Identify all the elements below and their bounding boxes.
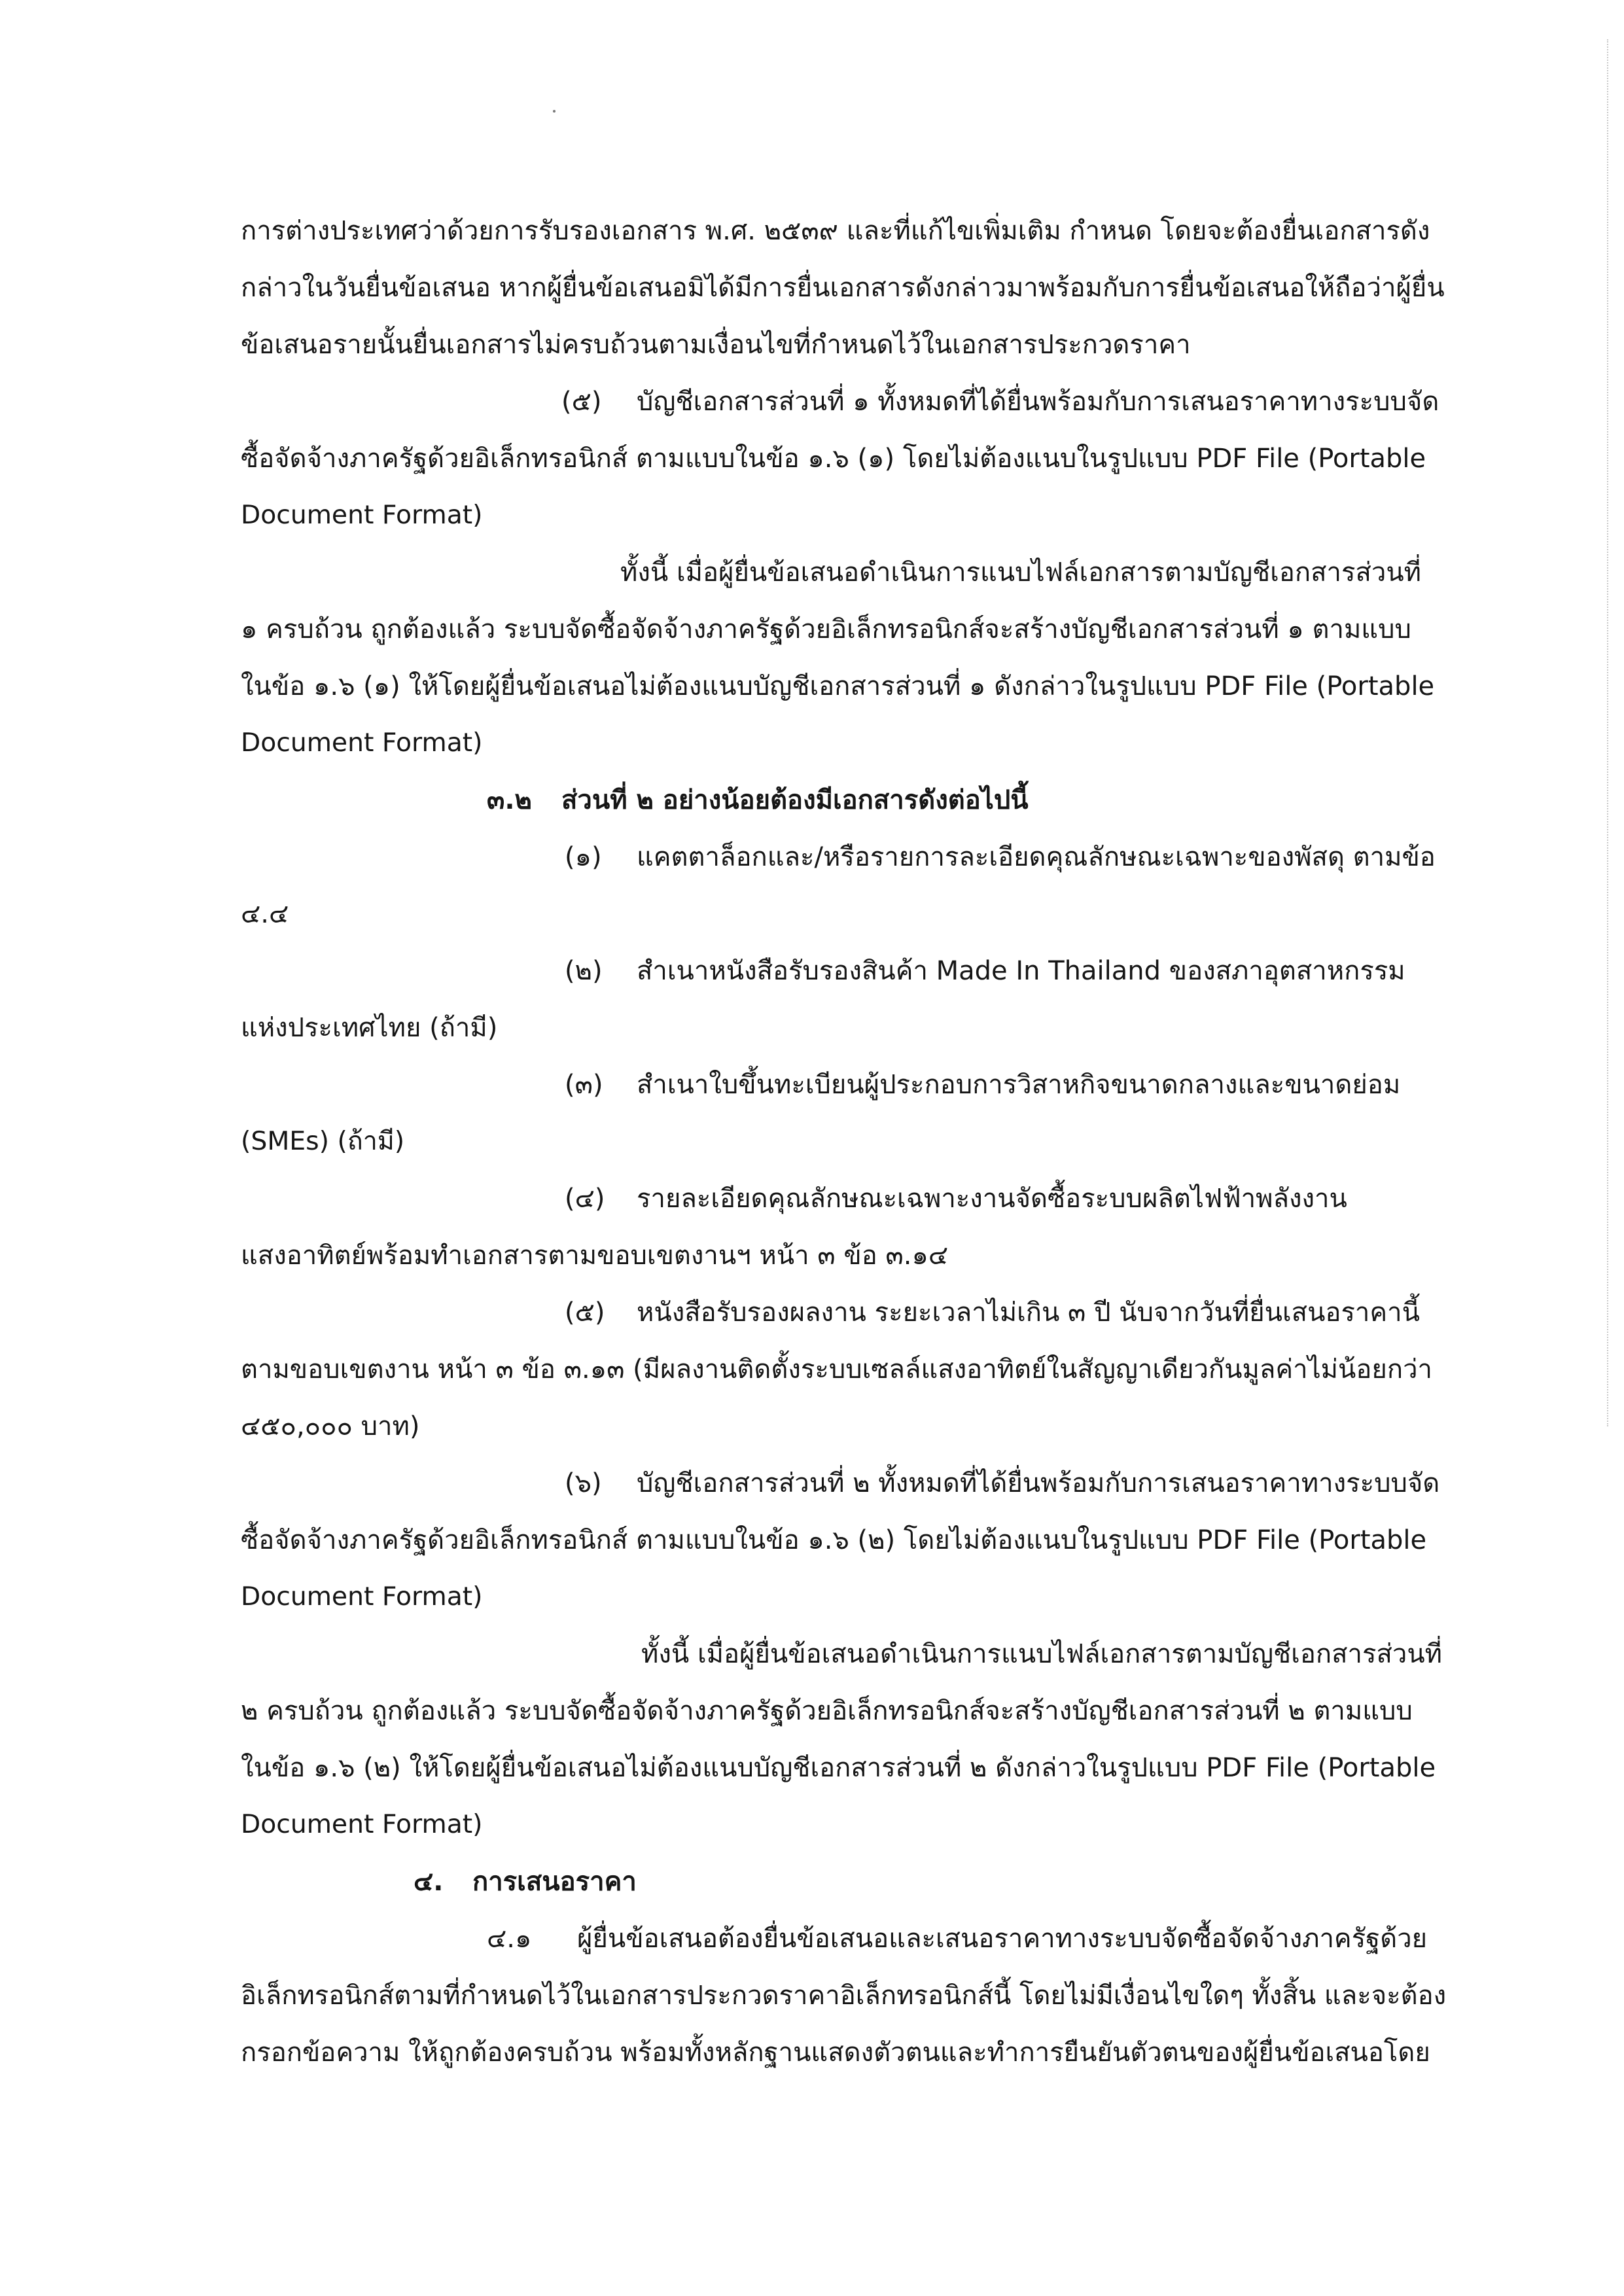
text-line: Document Format) [241, 728, 483, 758]
text-line: Document Format) [241, 1582, 483, 1612]
text-line: แสงอาทิตย์พร้อมทำเอกสารตามขอบเขตงานฯ หน้า ๓ ข้อ ๓.๑๔ [241, 1241, 949, 1271]
text-line: ๔๕๐,๐๐๐ บาท) [241, 1411, 420, 1441]
text-line: ตามขอบเขตงาน หน้า ๓ ข้อ ๓.๑๓ (มีผลงานติดตั้งระบบเซลล์แสงอาทิตย์ในสัญญาเดียวกันมูลค่าไม่น้อยกว่า [241, 1354, 1432, 1385]
text-line: รายละเอียดคุณลักษณะเฉพาะงานจัดซื้อระบบผลิตไฟฟ้าพลังงาน [637, 1184, 1347, 1214]
text-line: ทั้งนี้ เมื่อผู้ยื่นข้อเสนอดำเนินการแนบไฟล์เอกสารตามบัญชีเอกสารส่วนที่ [641, 1639, 1443, 1669]
item-number: (๔) [565, 1184, 605, 1214]
text-line: (SMEs) (ถ้ามี) [241, 1126, 405, 1156]
text-line: บัญชีเอกสารส่วนที่ ๑ ทั้งหมดที่ได้ยื่นพร้อมกับการเสนอราคาทางระบบจัด [637, 387, 1439, 417]
text-line: ในข้อ ๑.๖ (๑) ให้โดยผู้ยื่นข้อเสนอไม่ต้องแนบบัญชีเอกสารส่วนที่ ๑ ดังกล่าวในรูปแบบ PDF File (Portable [241, 671, 1435, 701]
text-line: ข้อเสนอรายนั้นยื่นเอกสารไม่ครบถ้วนตามเงื่อนไขที่กำหนดไว้ในเอกสารประกวดราคา [241, 330, 1191, 360]
section-number: ๔. [414, 1867, 444, 1897]
scan-edge-mark [1607, 39, 1608, 1426]
text-line: แห่งประเทศไทย (ถ้ามี) [241, 1013, 498, 1043]
item-number: (๑) [565, 842, 602, 872]
text-line: สำเนาหนังสือรับรองสินค้า Made In Thailand ของสภาอุตสาหกรรม [637, 956, 1405, 986]
text-line: ผู้ยื่นข้อเสนอต้องยื่นข้อเสนอและเสนอราคาทางระบบจัดซื้อจัดจ้างภาครัฐด้วย [577, 1924, 1428, 1954]
text-line: ซื้อจัดจ้างภาครัฐด้วยอิเล็กทรอนิกส์ ตามแบบในข้อ ๑.๖ (๒) โดยไม่ต้องแนบในรูปแบบ PDF File (Portable [241, 1525, 1427, 1555]
item-number: (๕) [561, 387, 602, 417]
text-line: ซื้อจัดจ้างภาครัฐด้วยอิเล็กทรอนิกส์ ตามแบบในข้อ ๑.๖ (๑) โดยไม่ต้องแนบในรูปแบบ PDF File (Portable [241, 444, 1426, 474]
text-line: Document Format) [241, 1810, 483, 1839]
text-line: บัญชีเอกสารส่วนที่ ๒ ทั้งหมดที่ได้ยื่นพร้อมกับการเสนอราคาทางระบบจัด [637, 1468, 1440, 1498]
text-line: สำเนาใบขึ้นทะเบียนผู้ประกอบการวิสาหกิจขนาดกลางและขนาดย่อม [637, 1070, 1401, 1100]
text-line: แคตตาล็อกและ/หรือรายการละเอียดคุณลักษณะเฉพาะของพัสดุ ตามข้อ [637, 842, 1436, 872]
text-line: ทั้งนี้ เมื่อผู้ยื่นข้อเสนอดำเนินการแนบไฟล์เอกสารตามบัญชีเอกสารส่วนที่ [620, 557, 1422, 588]
text-line: การต่างประเทศว่าด้วยการรับรองเอกสาร พ.ศ. ๒๕๓๙ และที่แก้ไขเพิ่มเติม กำหนด โดยจะต้องยื่นเอกสารดัง [241, 216, 1430, 246]
item-number: (๓) [565, 1070, 603, 1100]
item-number: ๔.๑ [487, 1924, 532, 1954]
item-number: (๖) [565, 1468, 602, 1498]
section-heading: ส่วนที่ ๒ อย่างน้อยต้องมีเอกสารดังต่อไปนี้ [561, 785, 1029, 815]
text-line: กรอกข้อความ ให้ถูกต้องครบถ้วน พร้อมทั้งหลักฐานแสดงตัวตนและทำการยืนยันตัวตนของผู้ยื่นข้อเสนอโดย [241, 2038, 1430, 2068]
section-heading: การเสนอราคา [472, 1867, 637, 1897]
item-number: (๒) [565, 956, 603, 986]
text-line: อิเล็กทรอนิกส์ตามที่กำหนดไว้ในเอกสารประกวดราคาอิเล็กทรอนิกส์นี้ โดยไม่มีเงื่อนไขใดๆ ทั้งสิ้น และจะต้อง [241, 1981, 1447, 2011]
section-number: ๓.๒ [487, 785, 532, 815]
text-line: กล่าวในวันยื่นข้อเสนอ หากผู้ยื่นข้อเสนอมิได้มีการยื่นเอกสารดังกล่าวมาพร้อมกับการยื่นข้อเสนอให้ถือว่าผู้ยื่น [241, 273, 1445, 303]
text-line: หนังสือรับรองผลงาน ระยะเวลาไม่เกิน ๓ ปี นับจากวันที่ยื่นเสนอราคานี้ [637, 1298, 1420, 1328]
item-number: (๕) [565, 1298, 605, 1328]
text-line: ๑ ครบถ้วน ถูกต้องแล้ว ระบบจัดซื้อจัดจ้างภาครัฐด้วยอิเล็กทรอนิกส์จะสร้างบัญชีเอกสารส่วนที่ ๑ ตามแบบ [241, 614, 1411, 645]
scan-speck [553, 110, 556, 113]
text-line: Document Format) [241, 501, 483, 530]
text-line: ในข้อ ๑.๖ (๒) ให้โดยผู้ยื่นข้อเสนอไม่ต้องแนบบัญชีเอกสารส่วนที่ ๒ ดังกล่าวในรูปแบบ PDF File (Portable [241, 1753, 1436, 1783]
text-line: ๒ ครบถ้วน ถูกต้องแล้ว ระบบจัดซื้อจัดจ้างภาครัฐด้วยอิเล็กทรอนิกส์จะสร้างบัญชีเอกสารส่วนที่ ๒ ตามแบบ [241, 1696, 1413, 1726]
text-line: ๔.๔ [241, 899, 289, 929]
